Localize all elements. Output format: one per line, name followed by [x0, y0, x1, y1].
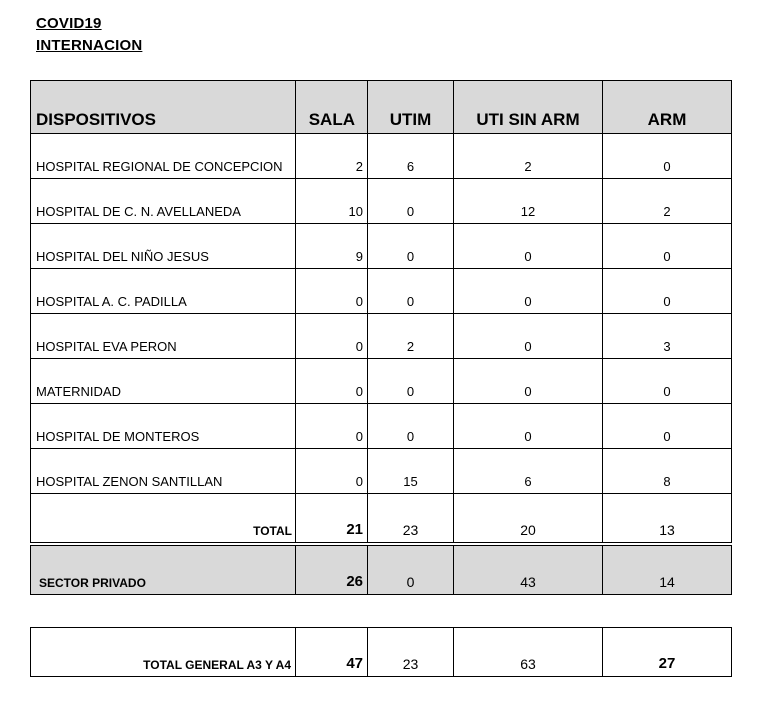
private-arm: 14	[603, 546, 732, 595]
cell-utim: 0	[368, 359, 454, 404]
cell-dispositivo: HOSPITAL ZENON SANTILLAN	[31, 449, 296, 494]
table-row	[31, 179, 732, 224]
table-row	[31, 404, 732, 449]
cell-dispositivo: HOSPITAL A. C. PADILLA	[31, 269, 296, 314]
cell-uti-sin-arm: 0	[454, 359, 603, 404]
cell-arm: 3	[603, 314, 732, 359]
cell-sala: 0	[296, 449, 368, 494]
cell-utim: 2	[368, 314, 454, 359]
cell-uti-sin-arm: 6	[454, 449, 603, 494]
cell-utim: 0	[368, 224, 454, 269]
header-dispositivos: DISPOSITIVOS	[31, 81, 296, 134]
table-row	[31, 269, 732, 314]
total-arm: 13	[603, 494, 732, 543]
general-arm: 27	[603, 628, 732, 677]
table-header-row	[31, 81, 732, 134]
private-uti-sin-arm: 43	[454, 546, 603, 595]
cell-utim: 0	[368, 404, 454, 449]
cell-uti-sin-arm: 0	[454, 269, 603, 314]
cell-sala: 0	[296, 404, 368, 449]
cell-utim: 15	[368, 449, 454, 494]
private-sector-row	[31, 546, 732, 595]
total-utim: 23	[368, 494, 454, 543]
cell-sala: 9	[296, 224, 368, 269]
cell-dispositivo: HOSPITAL REGIONAL DE CONCEPCION	[31, 134, 296, 179]
main-table	[30, 80, 732, 543]
cell-uti-sin-arm: 0	[454, 314, 603, 359]
cell-uti-sin-arm: 12	[454, 179, 603, 224]
cell-sala: 10	[296, 179, 368, 224]
doc-title-line2: INTERNACION	[36, 37, 143, 54]
cell-arm: 8	[603, 449, 732, 494]
doc-title-line1: COVID19	[36, 15, 102, 32]
table-row	[31, 314, 732, 359]
cell-sala: 0	[296, 314, 368, 359]
total-sala: 21	[296, 494, 368, 543]
cell-dispositivo: HOSPITAL DEL NIÑO JESUS	[31, 224, 296, 269]
header-uti-sin-arm: UTI SIN ARM	[454, 81, 603, 134]
cell-arm: 0	[603, 224, 732, 269]
cell-dispositivo: HOSPITAL DE C. N. AVELLANEDA	[31, 179, 296, 224]
total-row	[31, 494, 732, 543]
general-total-table	[30, 627, 732, 677]
table-row	[31, 359, 732, 404]
cell-arm: 0	[603, 359, 732, 404]
cell-dispositivo: HOSPITAL EVA PERON	[31, 314, 296, 359]
cell-uti-sin-arm: 2	[454, 134, 603, 179]
cell-arm: 2	[603, 179, 732, 224]
cell-sala: 0	[296, 359, 368, 404]
cell-utim: 0	[368, 179, 454, 224]
cell-arm: 0	[603, 134, 732, 179]
header-utim: UTIM	[368, 81, 454, 134]
general-sala: 47	[296, 628, 368, 677]
cell-arm: 0	[603, 404, 732, 449]
cell-sala: 2	[296, 134, 368, 179]
total-uti-sin-arm: 20	[454, 494, 603, 543]
general-utim: 23	[368, 628, 454, 677]
general-label: TOTAL GENERAL A3 Y A4	[31, 628, 296, 677]
cell-utim: 6	[368, 134, 454, 179]
cell-uti-sin-arm: 0	[454, 224, 603, 269]
cell-dispositivo: HOSPITAL DE MONTEROS	[31, 404, 296, 449]
header-arm: ARM	[603, 81, 732, 134]
private-sector-table	[30, 545, 732, 595]
private-sala: 26	[296, 546, 368, 595]
cell-sala: 0	[296, 269, 368, 314]
general-uti-sin-arm: 63	[454, 628, 603, 677]
table-row	[31, 449, 732, 494]
general-total-row	[31, 628, 732, 677]
header-sala: SALA	[296, 81, 368, 134]
private-utim: 0	[368, 546, 454, 595]
private-label: SECTOR PRIVADO	[31, 546, 296, 595]
cell-utim: 0	[368, 269, 454, 314]
cell-dispositivo: MATERNIDAD	[31, 359, 296, 404]
cell-uti-sin-arm: 0	[454, 404, 603, 449]
table-row	[31, 224, 732, 269]
table-row	[31, 134, 732, 179]
cell-arm: 0	[603, 269, 732, 314]
total-label: TOTAL	[31, 494, 296, 543]
